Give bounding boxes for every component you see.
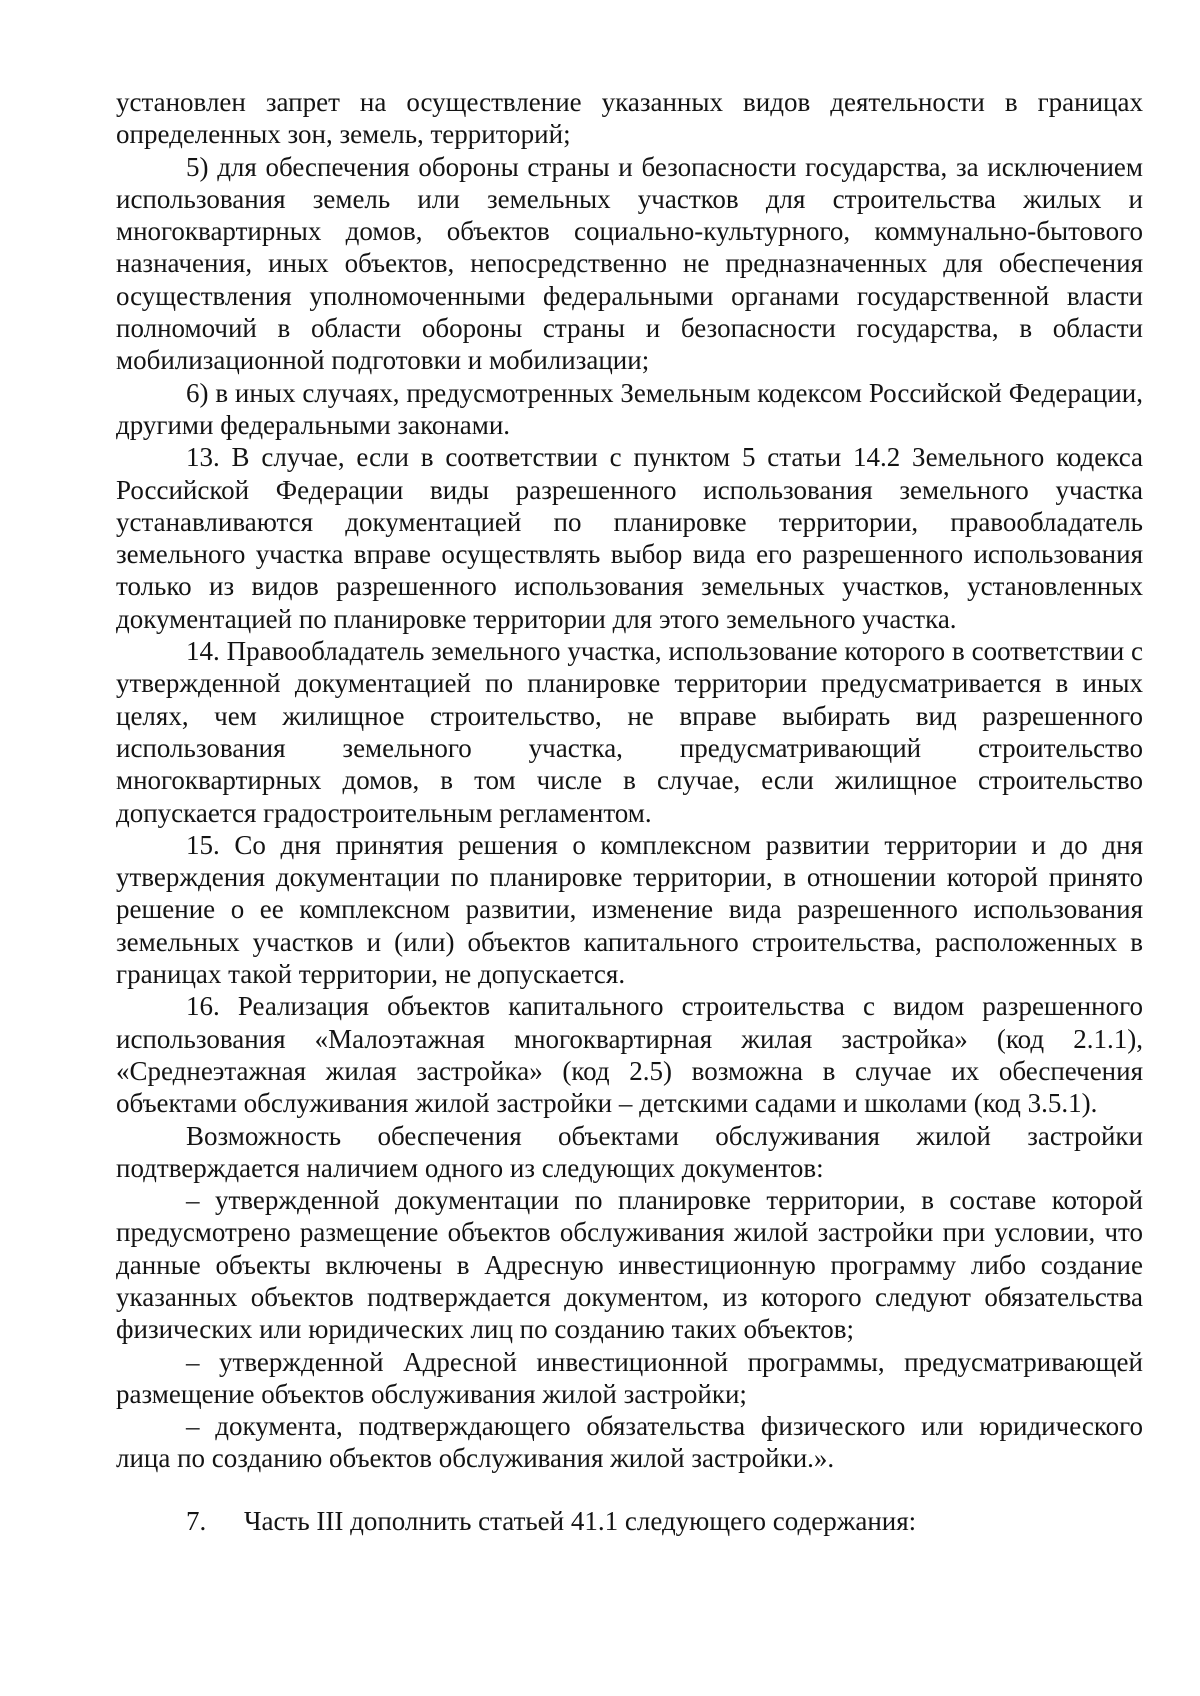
amendment-item-7 — [116, 1505, 1143, 1537]
paragraph-clause-14: 14. Правообладатель земельного участка, использование которого в соответствии с утвержденной документацией по планировке территории предусматривается в иных целях, чем жилищное строительство, не вправе выбирать вид разрешенного использования земельного участка, предусматривающий строительство многоквартирных домов, в том числе в случае, если жилищное строительство допускается градостроительным регламентом. — [116, 636, 1143, 828]
paragraph-item-6: 6) в иных случаях, предусмотренных Земельным кодексом Российской Федерации, другими федеральными законами. — [116, 377, 1143, 440]
paragraph-clause-15: 15. Со дня принятия решения о комплексном развитии территории и до дня утверждения документации по планировке территории, в отношении которой принято решение о ее комплексном развитии, изменение вида разрешенного использования земельных участков и (или) объектов капитального строительства, расположенных в границах такой территории, не допускается. — [116, 829, 1143, 990]
amendment-item-text: Часть III дополнить статьей 41.1 следующего содержания: — [244, 1505, 917, 1536]
amendment-item-number: 7. — [186, 1505, 207, 1536]
list-item-planning-documentation: – утвержденной документации по планировке территории, в составе которой предусмотрено размещение объектов обслуживания жилой застройки при условии, что данные объекты включены в Адресную инвестиционную программу либо создание указанных объектов подтверждается документом, из которого следуют обязательства физических или юридических лиц по созданию таких объектов; — [116, 1185, 1143, 1345]
list-item-investment-program: – утвержденной Адресной инвестиционной программы, предусматривающей размещение объектов обслуживания жилой застройки; — [116, 1346, 1143, 1409]
paragraph-item-5: 5) для обеспечения обороны страны и безопасности государства, за исключением использования земель или земельных участков для строительства жилых и многоквартирных домов, объектов социально-культурного, коммунально-бытового назначения, иных объектов, непосредственно не предназначенных для обеспечения осуществления уполномоченными федеральными органами государственной власти полномочий в области обороны страны и безопасности государства, в области мобилизационной подготовки и мобилизации; — [116, 151, 1143, 376]
paragraph-possibility: Возможность обеспечения объектами обслуживания жилой застройки подтверждается наличием одного из следующих документов: — [116, 1120, 1143, 1183]
list-item-obligation-document: – документа, подтверждающего обязательства физического или юридического лица по созданию объектов обслуживания жилой застройки.». — [116, 1411, 1143, 1474]
paragraph-clause-16: 16. Реализация объектов капитального строительства с видом разрешенного использования «Малоэтажная многоквартирная жилая застройка» (код 2.1.1), «Среднеэтажная жилая застройка» (код 2.5) возможна в случае их обеспечения объектами обслуживания жилой застройки – детскими садами и школами (код 3.5.1). — [116, 991, 1143, 1119]
paragraph-clause-13: 13. В случае, если в соответствии с пунктом 5 статьи 14.2 Земельного кодекса Российской Федерации виды разрешенного использования земельного участка устанавливаются документацией по планировке территории, правообладатель земельного участка вправе осуществлять выбор вида его разрешенного использования только из видов разрешенного использования земельных участков, установленных документацией по планировке территории для этого земельного участка. — [116, 442, 1143, 634]
paragraph-spacer — [116, 1475, 1143, 1505]
document-body — [116, 86, 1143, 1537]
paragraph-continuation: установлен запрет на осуществление указанных видов деятельности в границах определенных зон, земель, территорий; — [116, 87, 1143, 150]
